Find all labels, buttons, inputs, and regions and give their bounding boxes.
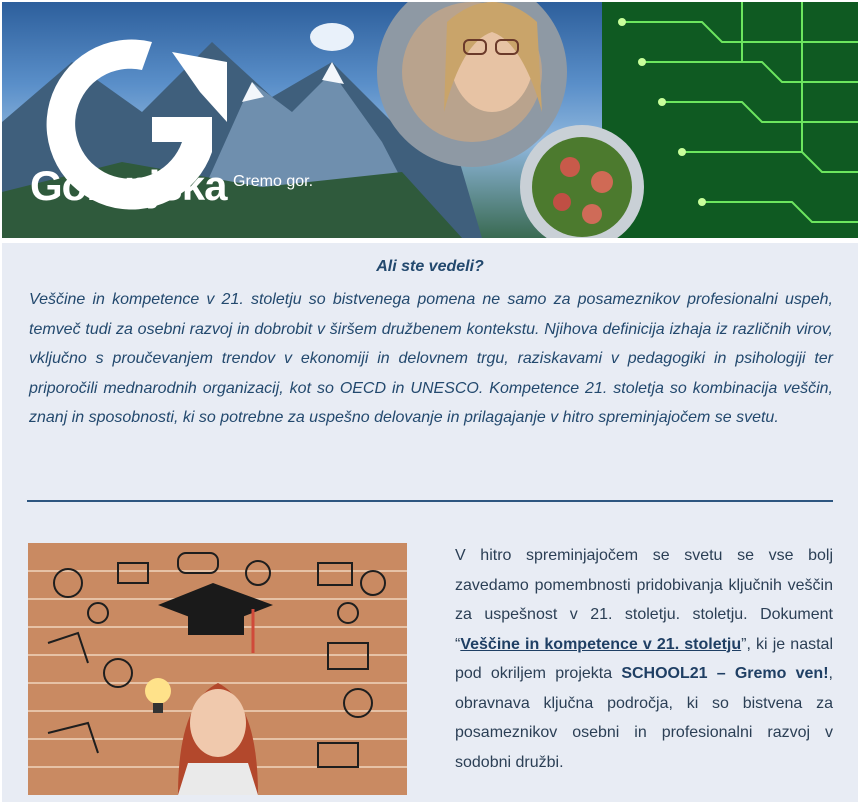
article-text-part3: , obravnava ključna področja, ki so bistvena za posameznikov osebni in profesionalni razvoj v sodobni družbi.	[455, 665, 833, 771]
logo-tagline: Gremo gor.	[233, 173, 314, 190]
article-text	[455, 541, 833, 777]
header-banner	[2, 2, 858, 238]
project-name: SCHOOL21 – Gremo ven!	[621, 665, 829, 682]
intro-text: Veščine in kompetence v 21. stoletju so bistvenega pomena ne samo za posameznikov profesionalni uspeh, temveč tudi za osebni razvoj in dobrobit v širšem družbenem kontekstu. Njihova definicija izhaja iz različnih virov, vključno s proučevanjem trendov v ekonomiji in delovnem trgu, raziskavami v pedagogiki in psihologiji ter priporočili mednarodnih organizacij, kot so OECD in UNESCO. Kompetence 21. stoletja so kombinacija veščin, znanj in sposobnosti, ki so potrebne za uspešno delovanje in prilagajanje v hitro spreminjajočem se svetu.	[29, 291, 833, 426]
document-link[interactable]: Veščine in kompetence v 21. stoletju	[460, 635, 742, 653]
article-image	[28, 543, 407, 795]
article-text-part2: ”, ki je nastal pod okriljem projekta	[455, 635, 833, 682]
intro-title: Ali ste vedeli?	[376, 258, 484, 275]
content-panel	[2, 243, 858, 802]
logo-name: Gorenjska	[30, 162, 227, 209]
section-divider	[27, 500, 833, 502]
article-text-part1: V hitro spreminjajočem se svetu se vse bolj zavedamo pomembnosti pridobivanja ključnih veščin za uspešnost v 21. stoletju. stoletju. Dokument “	[455, 547, 833, 653]
